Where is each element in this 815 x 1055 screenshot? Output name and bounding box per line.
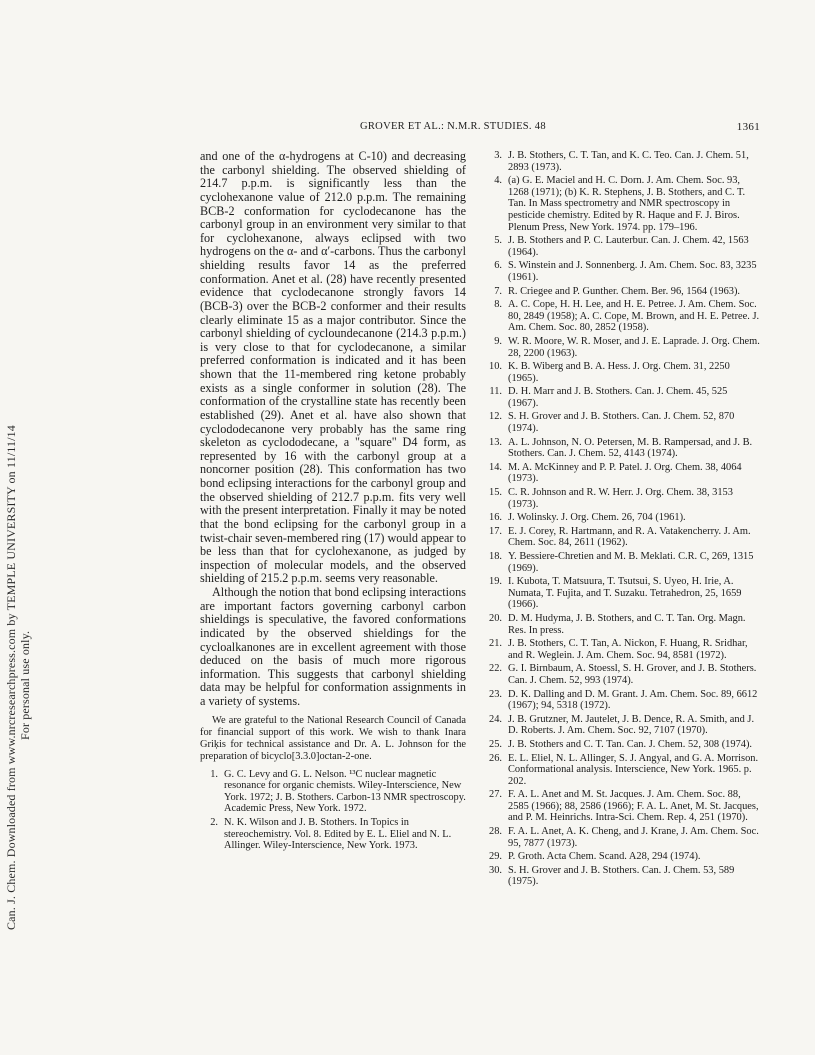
reference-number: 18. [489,551,502,562]
reference-text: S. Winstein and J. Sonnenberg. J. Am. Chem. Soc. 83, 3235 (1961). [508,260,757,283]
left-column [200,150,466,854]
reference-number: 17. [489,525,502,537]
reference-item [480,613,760,636]
reference-text: P. Groth. Acta Chem. Scand. A28, 294 (1974). [508,851,701,863]
reference-number: 10. [489,361,502,373]
reference-item [480,361,760,384]
reference-item [200,769,466,815]
reference-item [480,462,760,485]
reference-item [480,487,760,510]
reference-text: D. M. Hudyma, J. B. Stothers, and C. T. Tan. Org. Magn. Res. In press. [508,612,746,636]
reference-text: A. C. Cope, H. H. Lee, and H. E. Petree. J. Am. Chem. Soc. 80, 2849 (1958); A. C. Cope, M. Brown, and H. E. Petree. J. Am. Chem. Soc. 80, 2852 (1958). [508,299,760,334]
reference-number: 6. [494,260,502,272]
reference-list-right [480,150,760,890]
reference-text: J. B. Grutzner, M. Jautelet, J. B. Dence, R. A. Smith, and J. D. Roberts. J. Am. Chem. Soc. 92, 7107 (1970). [508,713,755,737]
reference-item [480,753,760,788]
reference-number: 26. [489,752,502,764]
reference-text: J. B. Stothers and C. T. Tan. Can. J. Chem. 52, 308 (1974). [508,738,753,750]
reference-number: 13. [489,436,502,448]
reference-text: F. A. L. Anet, A. K. Cheng, and J. Krane, J. Am. Chem. Soc. 95, 7877 (1973). [508,826,759,849]
reference-number: 25. [489,738,502,750]
body-paragraph-2: Although the notion that bond eclipsing interactions are important factors governing carbonyl carbon shieldings is speculative, the favored conformations indicated by the observed shieldings for the cycloalkanones are in excellent agreement with those deduced on the basis of much more rigorous information. This suggests that carbonyl shielding data may be helpful for conformation assignments in a variety of systems. [200,585,466,708]
body-paragraph-1: and one of the α-hydrogens at C-10) and decreasing the carbonyl shielding. The observed shielding of 214.7 p.p.m. is significantly less than the cyclohexanone value of 212.0 p.p.m. The remaining BCB-2 conformation for cyclodecanone has the carbonyl group in an environment very similar to that for cyclohexanone, always eclipsed with two hydrogens on the α- and α′-carbons. Thus the carbonyl shielding results favor 14 as the preferred conformation. Anet et al. (28) have recently presented evidence that cyclodecanone strongly favors 14 (BCB-3) over the BCB-2 conformer and their results clearly eliminate 15 as a major contributor. Since the carbonyl shielding of cycloundecanone (214.3 p.p.m.) is very close to that for cyclodecanone, a similar preferred conformation is indicated and it has been shown that the 11-membered ring ketone probably exists as a single conformer in solution (28). The conformation of the crystalline state has recently been established (29). Anet et al. have also shown that cyclododecanone very probably has the same ring skeleton as cyclododecane, a "square" D4 form, as represented by 16 with the carbonyl group at a noncorner position (28). This conformation has two bond eclipsing interactions for the carbonyl group and the observed shielding of 212.7 p.p.m. fits very well with the present interpretation. Finally it may be noted that the bond eclipsing for the carbonyl group in a twist-chair seven-membered ring (17) would appear to be less than that for cyclohexanone, as judged by inspection of molecular models, and the observed shielding of 215.2 p.p.m. seems very reasonable. [200,149,467,586]
acknowledgement: We are grateful to the National Research Council of Canada for financial support of this work. We wish to thank Inara Griķis for technical assistance and Dr. A. L. Johnson for the preparation of bicyclo[3.3.0]octan-2-one. [200,714,466,762]
reference-text: J. B. Stothers and P. C. Lauterbur. Can. J. Chem. 42, 1563 (1964). [508,235,749,258]
reference-item [480,411,760,434]
reference-text: S. H. Grover and J. B. Stothers. Can. J. Chem. 53, 589 (1975). [508,864,735,888]
page-number: 1361 [736,121,760,133]
reference-number: 21. [489,638,502,650]
reference-item [480,865,760,888]
reference-text: M. A. McKinney and P. P. Patel. J. Org. Chem. 38, 4064 (1973). [508,461,742,485]
reference-number: 2. [210,817,218,828]
reference-number: 8. [494,299,502,311]
reference-item [480,336,760,359]
reference-item [480,576,760,611]
reference-text: N. K. Wilson and J. B. Stothers. In Topics in stereochemistry. Vol. 8. Edited by E. L. Eliel and N. L. Allinger. Wiley-Interscience, New York. 1973. [224,817,452,852]
running-title: GROVER ET AL.: N.M.R. STUDIES. 48 [360,121,546,132]
reference-item [480,386,760,409]
reference-text: F. A. L. Anet and M. St. Jacques. J. Am. Chem. Soc. 88, 2585 (1966); 88, 2586 (1966); F. A. L. Anet, M. St. Jacques, and P. M. Heinrichs. Intra-Sci. Chem. Rep. 4, 251 (1970). [508,789,759,824]
reference-item [480,260,760,283]
reference-text: Y. Bessiere-Chretien and M. B. Meklati. C.R. C, 269, 1315 (1969). [508,551,754,574]
reference-number: 1. [210,768,218,780]
reference-text: J. B. Stothers, C. T. Tan, A. Nickon, F. Huang, R. Sridhar, and R. Weglein. J. Am. Chem. Soc. 94, 8581 (1972). [508,638,748,661]
reference-item [480,512,760,524]
reference-number: 7. [494,285,502,297]
reference-text: J. B. Stothers, C. T. Tan, and K. C. Teo. Can. J. Chem. 51, 2893 (1973). [508,150,749,173]
reference-text: G. C. Levy and G. L. Nelson. ¹³C nuclear magnetic resonance for organic chemists. Wiley-Interscience, New York. 1972; J. B. Stothers. Carbon-13 NMR spectroscopy. Academic Press, New York. 1972. [224,768,466,815]
reference-number: 23. [489,688,502,700]
reference-item [480,175,760,233]
reference-text: I. Kubota, T. Matsuura, T. Tsutsui, S. Uyeo, H. Irie, A. Numata, T. Fujita, and T. Suzaku. Tetrahedron, 25, 1659 (1966). [508,576,742,611]
reference-number: 27. [489,789,502,801]
reference-number: 12. [489,411,502,423]
reference-text: S. H. Grover and J. B. Stothers. Can. J. Chem. 52, 870 (1974). [508,411,735,435]
reference-item [480,638,760,661]
reference-text: A. L. Johnson, N. O. Petersen, M. B. Rampersad, and J. B. Stothers. Can. J. Chem. 52, 4143 (1974). [508,436,753,460]
reference-number: 14. [489,461,502,473]
reference-item [480,851,760,863]
reference-text: D. K. Dalling and D. M. Grant. J. Am. Chem. Soc. 89, 6612 (1967); 94, 5318 (1972). [508,688,758,712]
reference-item [480,826,760,849]
reference-list-left [200,769,466,852]
reference-item [480,714,760,737]
reference-number: 9. [494,335,502,347]
reference-number: 24. [489,713,502,725]
reference-number: 30. [489,864,502,876]
reference-item [480,235,760,258]
reference-number: 5. [494,235,502,247]
reference-text: C. R. Johnson and R. W. Herr. J. Org. Chem. 38, 3153 (1973). [508,487,733,510]
watermark-line-1: Can. J. Chem. Downloaded from www.nrcresearchpress.com by TEMPLE UNIVERSITY on 11/11/14 [4,425,18,930]
reference-number: 4. [494,175,502,187]
reference-number: 16. [489,512,502,524]
reference-number: 22. [489,663,502,675]
reference-item [480,299,760,334]
reference-item [480,150,760,173]
reference-item [480,789,760,824]
reference-item [200,817,466,852]
reference-item [480,437,760,460]
reference-text: K. B. Wiberg and B. A. Hess. J. Org. Chem. 31, 2250 (1965). [508,361,730,384]
reference-text: E. J. Corey, R. Hartmann, and R. A. Vatakencherry. J. Am. Chem. Soc. 84, 2611 (1962). [508,525,751,549]
reference-number: 29. [489,851,502,863]
reference-item [480,526,760,549]
download-watermark [0,150,44,940]
reference-item [480,286,760,298]
reference-number: 19. [489,576,502,588]
reference-text: R. Criegee and P. Gunther. Chem. Ber. 96, 1564 (1963). [508,285,741,297]
reference-number: 3. [494,150,502,161]
reference-number: 11. [489,386,502,398]
watermark-line-2: For personal use only. [18,630,32,740]
reference-item [480,551,760,574]
reference-text: G. I. Birnbaum, A. Stoessl, S. H. Grover, and J. B. Stothers. Can. J. Chem. 52, 993 (1974). [508,663,757,686]
reference-text: J. Wolinsky. J. Org. Chem. 26, 704 (1961). [508,512,686,524]
reference-text: E. L. Eliel, N. L. Allinger, S. J. Angyal, and G. A. Morrison. Conformational analysis. Interscience, New York. 1965. p. 202. [508,752,759,787]
reference-item [480,689,760,712]
reference-number: 20. [489,612,502,624]
reference-item [480,663,760,686]
reference-text: D. H. Marr and J. B. Stothers. Can. J. Chem. 45, 525 (1967). [508,386,728,409]
reference-text: (a) G. E. Maciel and H. C. Dorn. J. Am. Chem. Soc. 93, 1268 (1971); (b) K. R. Stephens, J. B. Stothers, and C. T. Tan. In Mass spectrometry and NMR spectroscopy in pesticide chemistry. Edited by R. Haque and F. J. Biros. Plenum Press, New York. 1974. pp. 179–196. [508,175,746,233]
reference-item [480,739,760,751]
reference-number: 28. [489,826,502,838]
reference-text: W. R. Moore, W. R. Moser, and J. E. Laprade. J. Org. Chem. 28, 2200 (1963). [508,335,760,359]
reference-number: 15. [489,487,502,499]
